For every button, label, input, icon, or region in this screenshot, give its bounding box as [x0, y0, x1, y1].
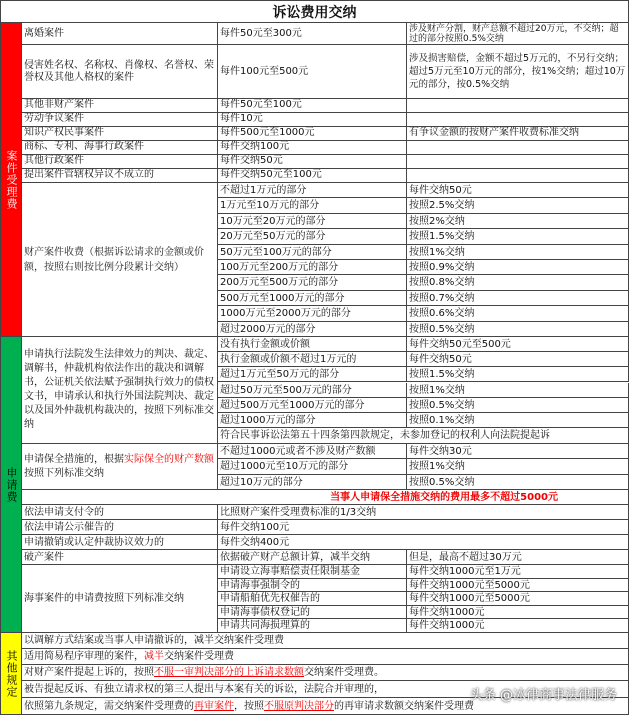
property-fee-row-range: 50万元至100万元的部分 — [218, 245, 407, 260]
property-fee-row-rate: 按照0.7%交纳 — [407, 291, 629, 306]
maritime-fee-row-rate: 每件交纳1000元至5000元 — [407, 579, 629, 593]
row-admin-fee: 每件交纳50元 — [218, 155, 407, 169]
row-preservation-label — [22, 444, 218, 490]
enforcement-fee-row-range: 执行金额或价额不超过1万元的 — [218, 352, 407, 367]
row-bankruptcy-name: 破产案件 — [22, 550, 218, 565]
enforcement-fee-row-rate: 按照0.1%交纳 — [407, 413, 629, 428]
row-ip-note: 有争议金额的按财产案件收费标准交纳 — [407, 127, 629, 141]
row-admin-note — [407, 155, 629, 169]
row-trademark-note — [407, 141, 629, 155]
row-bankruptcy-note: 但是，最高不超过30万元 — [407, 550, 629, 565]
maritime-fee-row-rate: 每件交纳1000元至1万元 — [407, 565, 629, 579]
maritime-fee-row-range: 申请共同海损理算的 — [218, 619, 407, 633]
row-preservation-note: 当事人申请保全措施交纳的费用最多不超过5000元 — [22, 490, 629, 505]
other-5-mid: ，按照 — [234, 701, 264, 712]
row-enforcement-note: 符合民事诉讼法第五十四条第四款规定，未参加登记的权利人向法院提起诉 — [218, 428, 629, 444]
row-divorce-fee: 每件50元至300元 — [218, 23, 407, 45]
row-payment-order-name: 依法申请支付令的 — [22, 505, 218, 520]
category-other-rules: 其他规定 — [0, 633, 22, 715]
property-fee-row-range: 500万元至1000万元的部分 — [218, 291, 407, 306]
property-fee-row-range: 1000万元至2000万元的部分 — [218, 306, 407, 321]
property-fee-row-range: 不超过1万元的部分 — [218, 183, 407, 198]
row-admin-name: 其他行政案件 — [22, 155, 218, 169]
row-trademark-name: 商标、专利、海事行政案件 — [22, 141, 218, 155]
row-public-notice-name: 依法申请公示催告的 — [22, 520, 218, 535]
enforcement-fee-row-range: 超过50万元至500万元的部分 — [218, 383, 407, 398]
row-labor-note — [407, 113, 629, 127]
row-divorce-name: 离婚案件 — [22, 23, 218, 45]
watermark: 头条 @冰律商事法律服务 — [469, 688, 617, 703]
row-arbitration-fee: 每件交纳400元 — [218, 535, 629, 550]
other-2-red: 减半 — [144, 651, 164, 662]
maritime-fee-row-range: 申请设立海事赔偿责任限制基金 — [218, 565, 407, 579]
category-case-acceptance-fee: 案件受理费 — [0, 23, 22, 337]
row-ip-name: 知识产权民事案件 — [22, 127, 218, 141]
row-other-4: 被告提起反诉、有独立请求权的第三人提出与本案有关的诉讼，法院合并审理的， — [22, 681, 629, 698]
property-fee-row-rate: 按照1.5%交纳 — [407, 229, 629, 244]
enforcement-fee-row-range: 没有执行金额或价额 — [218, 337, 407, 352]
preservation-fee-row-range: 超过1000元至10万元的部分 — [218, 459, 407, 474]
enforcement-fee-row-rate: 每件交纳50元至500元 — [407, 337, 629, 352]
maritime-fee-row-range: 申请海事强制令的 — [218, 579, 407, 593]
property-fee-row-range: 10万元至20万元的部分 — [218, 214, 407, 229]
property-fee-row-rate: 按照0.6%交纳 — [407, 306, 629, 321]
row-personality-fee: 每件100元至500元 — [218, 45, 407, 99]
row-nonproperty-fee: 每件50元至100元 — [218, 99, 407, 113]
row-payment-order-fee: 比照财产案件受理费标准的1/3交纳 — [218, 505, 629, 520]
property-fee-row-rate: 每件交纳50元 — [407, 183, 629, 198]
maritime-fee-row-rate: 每件交纳1000元至5000元 — [407, 592, 629, 606]
other-5-pre: 依照第九条规定，需交纳案件受理费的 — [24, 701, 194, 712]
row-bankruptcy-fee: 依据破产财产总额计算，减半交纳 — [218, 550, 407, 565]
preservation-label-post: 按照下列标准交纳 — [24, 467, 104, 479]
other-5-red1: 再审案件 — [194, 701, 234, 712]
enforcement-fee-row-range: 超过1000万元的部分 — [218, 413, 407, 428]
property-fee-row-rate: 按照2%交纳 — [407, 214, 629, 229]
other-3-post: 交纳案件受理费。 — [304, 667, 384, 678]
enforcement-fee-row-rate: 每件交纳50元 — [407, 352, 629, 367]
preservation-fee-row-rate: 按照0.5%交纳 — [407, 475, 629, 490]
property-fee-row-range: 100万元至200万元的部分 — [218, 260, 407, 275]
property-fee-row-range: 1万元至10万元的部分 — [218, 198, 407, 213]
row-nonproperty-name: 其他非财产案件 — [22, 99, 218, 113]
other-2-pre: 适用简易程序审理的案件， — [24, 651, 144, 662]
row-personality-name: 侵害姓名权、名称权、肖像权、名誉权、荣誉权及其他人格权的案件 — [22, 45, 218, 99]
enforcement-fee-row-rate: 按照1%交纳 — [407, 383, 629, 398]
property-fee-row-rate: 按照2.5%交纳 — [407, 198, 629, 213]
other-5-post: 的再审请求数额交纳案件受理费 — [334, 701, 474, 712]
property-fee-row-rate: 按照0.5%交纳 — [407, 322, 629, 337]
property-fee-row-rate: 按照0.8%交纳 — [407, 275, 629, 290]
property-fee-row-range: 超过2000万元的部分 — [218, 322, 407, 337]
property-fee-row-range: 200万元至500万元的部分 — [218, 275, 407, 290]
row-labor-name: 劳动争议案件 — [22, 113, 218, 127]
property-fee-row-range: 20万元至50万元的部分 — [218, 229, 407, 244]
property-fee-row-rate: 按照0.9%交纳 — [407, 260, 629, 275]
other-3-red: 不服一审判决部分的上诉请求数额 — [154, 667, 304, 678]
maritime-fee-row-rate: 每件交纳1000元 — [407, 606, 629, 620]
preservation-fee-row-rate: 按照1%交纳 — [407, 459, 629, 474]
maritime-fee-row-range: 申请船舶优先权催告的 — [218, 592, 407, 606]
preservation-label-pre: 申请保全措施的，根据 — [24, 453, 124, 465]
row-nonproperty-note — [407, 99, 629, 113]
preservation-fee-row-range: 不超过1000元或者不涉及财产数额 — [218, 444, 407, 459]
preservation-label-red: 实际保全的财产数额 — [124, 453, 214, 465]
row-property-label: 财产案件收费（根据诉讼请求的金额或价额，按照右则按比例分段累计交纳） — [22, 183, 218, 337]
row-maritime-label: 海事案件的申请费按照下列标准交纳 — [22, 565, 218, 633]
row-trademark-fee: 每件交纳100元 — [218, 141, 407, 155]
other-3-pre: 对财产案件提起上诉的，按照 — [24, 667, 154, 678]
row-enforcement-label: 申请执行法院发生法律效力的判决、裁定、调解书，仲裁机构依法作出的裁决和调解书，公证机关依法赋予强制执行效力的债权文书，申请承认和执行外国法院判决、裁定以及国外仲裁机构裁决的，按照下列标准交纳 — [22, 337, 218, 444]
maritime-fee-row-rate: 每件交纳1000元 — [407, 619, 629, 633]
row-ip-fee: 每件500元至1000元 — [218, 127, 407, 141]
row-divorce-note: 涉及财产分割，财产总额不超过20万元，不交纳；超过的部分按照0.5%交纳 — [407, 23, 629, 45]
row-jurisdiction-fee: 每件交纳50元至100元 — [218, 169, 407, 183]
maritime-fee-row-range: 申请海事债权登记的 — [218, 606, 407, 620]
enforcement-fee-row-range: 超过1万元至50万元的部分 — [218, 367, 407, 382]
row-arbitration-name: 申请撤销或认定仲裁协议效力的 — [22, 535, 218, 550]
row-other-1: 以调解方式结案或当事人申请撤诉的，减半交纳案件受理费 — [22, 633, 629, 649]
row-other-3 — [22, 665, 629, 681]
enforcement-fee-row-rate: 按照0.5%交纳 — [407, 398, 629, 413]
enforcement-fee-row-range: 超过500万元至1000万元的部分 — [218, 398, 407, 413]
property-fee-row-rate: 按照1%交纳 — [407, 245, 629, 260]
preservation-fee-row-range: 超过10万元的部分 — [218, 475, 407, 490]
category-application-fee: 申请费 — [0, 337, 22, 633]
row-jurisdiction-name: 提出案件管辖权异议不成立的 — [22, 169, 218, 183]
row-public-notice-fee: 每件交纳100元 — [218, 520, 629, 535]
row-personality-note: 涉及损害赔偿，金额不超过5万元的，不另行交纳；超过5万元至10万元的部分，按1%交纳；超过10万元的部分，按0.5%交纳 — [407, 45, 629, 99]
row-labor-fee: 每件10元 — [218, 113, 407, 127]
row-jurisdiction-note — [407, 169, 629, 183]
table-title: 诉讼费用交纳 — [0, 0, 629, 23]
row-other-2 — [22, 649, 629, 665]
other-5-red2: 不服原判决部分 — [264, 701, 334, 712]
other-2-post: 交纳案件受理费 — [164, 651, 234, 662]
enforcement-fee-row-rate: 按照1.5%交纳 — [407, 367, 629, 382]
preservation-fee-row-rate: 每件交纳30元 — [407, 444, 629, 459]
